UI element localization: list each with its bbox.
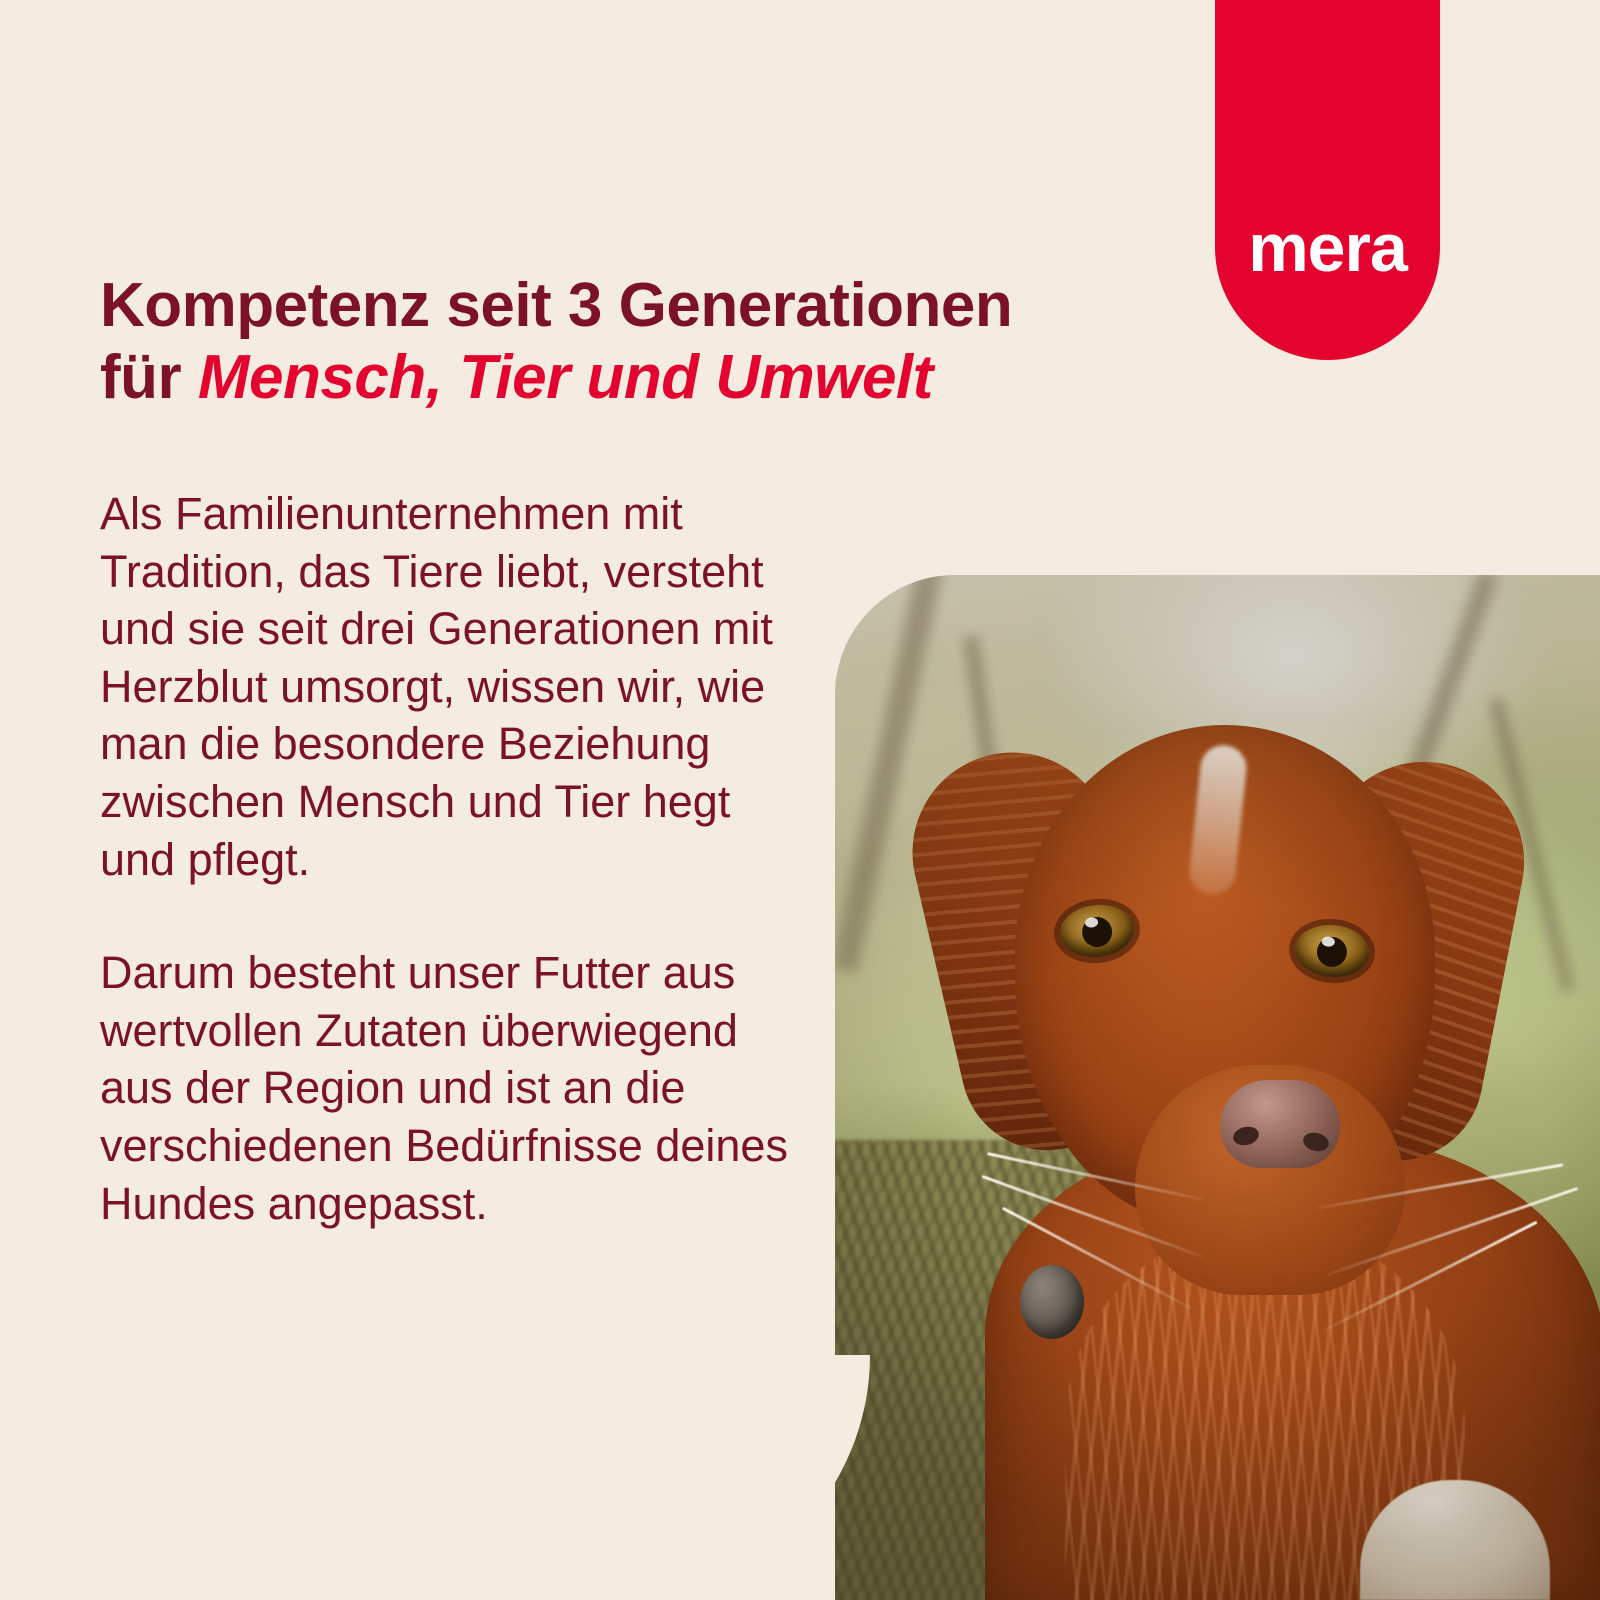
brand-logo[interactable] [1215, 0, 1440, 360]
whisker [987, 1152, 1203, 1201]
headline-line-1: Kompetenz seit 3 Generationen [100, 270, 1013, 340]
page-title [100, 270, 1170, 415]
body-paragraph-1: Als Familienunternehmen mit Tradition, das Tiere liebt, versteht und sie seit drei Generationen mit Herzblut umsorgt, wissen wir, wie man die besondere Beziehung zwischen Mensch und Tier hegt und pflegt. [100, 488, 773, 885]
dog-collar-tag [1020, 1265, 1084, 1339]
headline-line-2-accent: Mensch, Tier und Umwelt [197, 343, 933, 413]
body-paragraph-2: Darum besteht unser Futter aus wertvollen Zutaten überwiegend aus der Region und ist an die verschiedenen Bedürfnisse deines Hundes angepasst. [100, 947, 788, 1229]
photo-background [835, 575, 1600, 1600]
headline-line-2-prefix: für [100, 343, 198, 413]
body-copy [100, 485, 810, 1232]
brand-logo-wordmark: mera [1248, 210, 1407, 286]
dog-illustration [835, 575, 1600, 1600]
dog-whiskers [835, 575, 1600, 1600]
whisker [1317, 1163, 1564, 1209]
dog-photo [835, 575, 1600, 1600]
photo-corner-notch [620, 1355, 870, 1600]
